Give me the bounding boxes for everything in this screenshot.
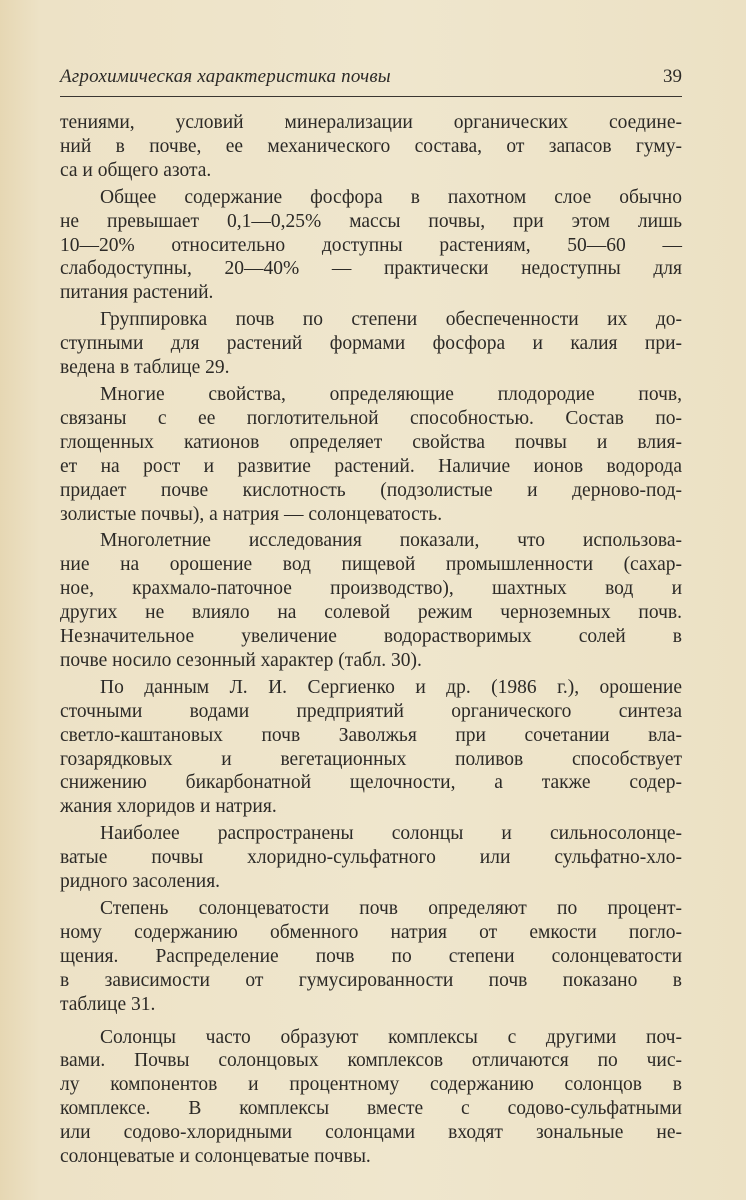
page-header xyxy=(60,62,682,96)
text-line: 10—20% относительно доступны растениям, 50—60 — xyxy=(60,234,682,256)
text-line: ступными для растений формами фосфора и калия при- xyxy=(60,333,682,355)
text-line: лу компонентов и процентному содержанию солонцов в xyxy=(60,1074,682,1096)
text-line: Наиболее распространены солонцы и сильносолонце- xyxy=(100,823,682,845)
text-line: ет на рост и развитие растений. Наличие ионов водорода xyxy=(60,455,682,477)
text-line: са и общего азота. xyxy=(60,159,212,181)
text-line: придает почве кислотность (подзолистые и дерново-под- xyxy=(60,479,682,501)
text-line: сточными водами предприятий органического синтеза xyxy=(60,700,682,722)
text-line: Общее содержание фосфора в пахотном слое обычно xyxy=(100,186,682,208)
body-text xyxy=(60,111,682,1172)
text-line: не превышает 0,1—0,25% массы почвы, при этом лишь xyxy=(60,210,682,232)
paragraph xyxy=(60,111,682,183)
paragraph xyxy=(60,676,682,819)
paragraph xyxy=(60,186,682,306)
text-line: в зависимости от гумусированности почв показано в xyxy=(60,969,682,991)
text-line: или содово-хлоридными солонцами входят зональные не- xyxy=(60,1122,682,1144)
text-line: почве носило сезонный характер (табл. 30). xyxy=(60,649,422,671)
text-line: снижению бикарбонатной щелочности, а также содер- xyxy=(60,772,682,794)
paragraph xyxy=(60,822,682,894)
text-line: тениями, условий минерализации органических соедине- xyxy=(60,112,682,133)
text-line: солонцеватые и солонцеватые почвы. xyxy=(60,1146,371,1168)
text-line: ние на орошение вод пищевой промышленности (сахар- xyxy=(60,554,682,576)
text-line: По данным Л. И. Сергиенко и др. (1986 г.), орошение xyxy=(100,676,682,698)
text-line: таблице 31. xyxy=(60,993,156,1015)
running-title: Агрохимическая характеристика почвы xyxy=(60,66,391,87)
text-line: вами. Почвы солонцовых комплексов отличаются по чис- xyxy=(60,1050,682,1072)
text-line: Степень солонцеватости почв определяют по процент- xyxy=(100,898,682,919)
text-line: Незначительное увеличение водорастворимых солей в xyxy=(60,626,682,648)
text-line: ведена в таблице 29. xyxy=(60,357,230,379)
text-line: ному содержанию обменного натрия от емкости погло- xyxy=(60,921,682,943)
text-line: связаны с ее поглотительной способностью. Состав по- xyxy=(60,407,682,429)
text-line: светло-каштановых почв Заволжья при сочетании вла- xyxy=(60,724,682,746)
text-line: ний в почве, ее механического состава, от запасов гуму- xyxy=(60,135,682,157)
text-line: комплексе. В комплексы вместе с содово-сульфатными xyxy=(60,1098,682,1120)
text-line: щения. Распределение почв по степени солонцеватости xyxy=(60,945,682,967)
text-line: жания хлоридов и натрия. xyxy=(60,796,277,818)
text-line: Многолетние исследования показали, что использова- xyxy=(100,530,682,552)
text-line: слабодоступны, 20—40% — практически недоступны для xyxy=(60,258,682,280)
paragraph xyxy=(60,383,682,526)
page-number: 39 xyxy=(663,66,682,87)
paragraph xyxy=(60,308,682,380)
paragraph xyxy=(60,529,682,672)
header-rule xyxy=(60,96,682,97)
text-line: других не влияло на солевой режим черноземных почв. xyxy=(60,602,682,624)
text-line: золистые почвы), а натрия — солонцеватость. xyxy=(60,503,443,525)
text-line: ное, крахмало-паточное производство), шахтных вод и xyxy=(60,578,682,600)
text-line: ридного засоления. xyxy=(60,871,221,893)
text-line: гозарядковых и вегетационных поливов способствует xyxy=(60,748,682,770)
paragraph xyxy=(60,897,682,1017)
paragraph xyxy=(60,1026,682,1169)
text-line: глощенных катионов определяет свойства почвы и влия- xyxy=(60,431,682,453)
text-line: питания растений. xyxy=(60,282,214,304)
text-line: Солонцы часто образуют комплексы с другими поч- xyxy=(100,1026,682,1048)
text-line: ватые почвы хлоридно-сульфатного или сульфатно-хло- xyxy=(60,847,682,869)
text-line: Группировка почв по степени обеспеченности их до- xyxy=(100,309,682,331)
text-line: Многие свойства, определяющие плодородие почв, xyxy=(100,383,682,405)
